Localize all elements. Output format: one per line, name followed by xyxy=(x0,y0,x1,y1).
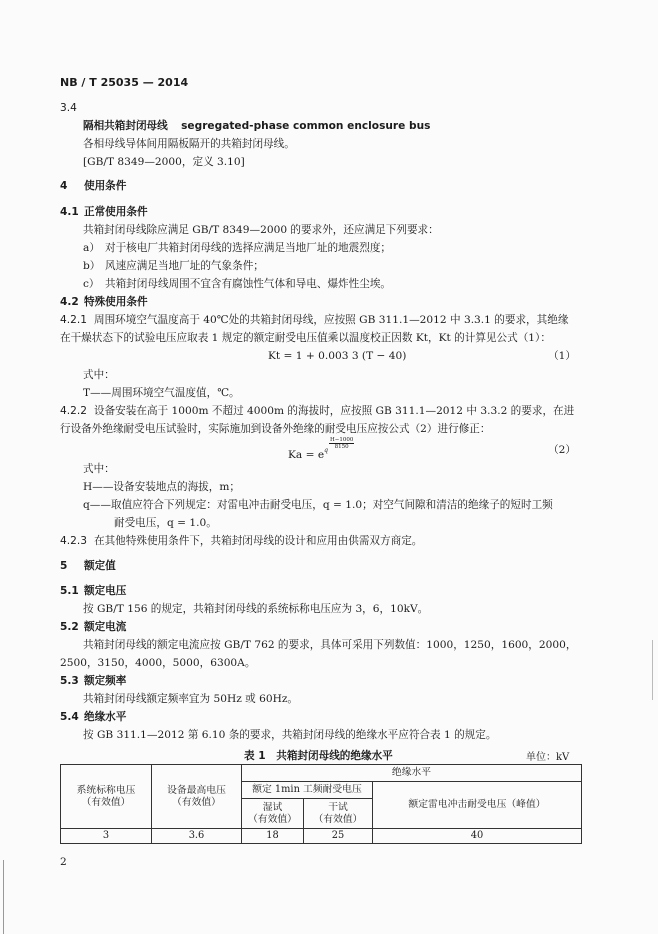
scan-edge-left xyxy=(3,860,4,934)
insulation-level-table xyxy=(60,764,582,844)
clause-5-2-line1: 共箱封闭母线的额定电流应按 GB/T 762 的要求，具体可采用下列数值：1000，1250，1600，2000， xyxy=(83,639,577,651)
clause-5-1-text: 按 GB/T 156 的规定，共箱封闭母线的系统标称电压应为 3，6，10kV。 xyxy=(83,603,429,615)
formula-1: Kt = 1 + 0.003 3 (T − 40) xyxy=(268,350,407,362)
list-item-b: b） 风速应满足当地厂址的气象条件； xyxy=(83,260,264,272)
clause-5-4-text: 按 GB 311.1—2012 第 6.10 条的要求，共箱封闭母线的绝缘水平应符合表 1 的规定。 xyxy=(83,729,497,741)
table-1-caption: 表 1 共箱封闭母线的绝缘水平 xyxy=(244,750,393,762)
list-item-a: a） 对于核电厂共箱封闭母线的选择应满足当地厂址的地震烈度； xyxy=(83,242,392,254)
section-5-heading: 5 额定值 xyxy=(60,560,116,572)
header-max-voltage: 设备最高电压 （有效值） xyxy=(152,765,242,829)
term-en: segregated-phase common enclosure bus xyxy=(181,120,431,132)
clause-3-4-reference: [GB/T 8349—2000，定义 3.10] xyxy=(83,156,245,168)
variable-h: H——设备安装地点的海拔，m； xyxy=(83,481,241,493)
variable-q-line2: 耐受电压，q = 1.0。 xyxy=(114,517,217,529)
formula-2-where: 式中： xyxy=(83,463,115,475)
clause-5-2-line2: 2500，3150，4000，5000，6300A。 xyxy=(60,657,256,669)
list-item-c: c） 共箱封闭母线周围不宜含有腐蚀性气体和导电、爆炸性尘埃。 xyxy=(83,278,392,290)
clause-4-2-2-line2: 行设备外绝缘耐受电压试验时，实际施加到设备外绝缘的耐受电压应按公式（2）进行修正： xyxy=(60,423,491,435)
exponent-fraction: $\frac{H-1000}{8150}$ xyxy=(329,437,354,450)
scan-edge-right xyxy=(652,640,653,700)
standard-header: NB / T 25035 — 2014 xyxy=(60,76,189,89)
term-cn: 隔相共箱封闭母线 xyxy=(83,120,168,132)
clause-4-1-heading: 4.1 正常使用条件 xyxy=(60,206,148,218)
table-1-unit: 单位：kV xyxy=(526,752,570,763)
formula-1-number: （1） xyxy=(548,350,576,362)
header-power-frequency: 额定 1min 工频耐受电压 xyxy=(242,782,373,799)
variable-q-line1: q——取值应符合下列规定：对雷电冲击耐受电压，q = 1.0；对空气间隙和清洁的绝缘子的短时工频 xyxy=(83,499,553,511)
header-system-voltage: 系统标称电压 （有效值） xyxy=(61,765,152,829)
header-wet-test: 湿试 （有效值） xyxy=(242,799,304,829)
clause-4-1-intro: 共箱封闭母线除应满足 GB/T 8349—2000 的要求外，还应满足下列要求： xyxy=(83,224,439,236)
clause-4-2-heading: 4.2 特殊使用条件 xyxy=(60,296,148,308)
header-lightning-impulse: 额定雷电冲击耐受电压（峰值） xyxy=(373,782,582,829)
clause-4-2-1-line1: 4.2.1 周围环境空气温度高于 40℃处的共箱封闭母线，应按照 GB 311.1—2012 中 3.3.1 的要求，其绝缘 xyxy=(60,314,569,326)
formula-1-where: 式中： xyxy=(83,369,115,381)
table-row: 3 3.6 18 25 40 xyxy=(61,829,582,844)
header-dry-test: 干试 （有效值） xyxy=(304,799,373,829)
clause-4-2-1-line2: 在干燥状态下的试验电压应取表 1 规定的额定耐受电压值乘以温度校正因数 Kt，Kt 的计算见公式（1）： xyxy=(60,332,551,344)
clause-4-2-3: 4.2.3 在其他特殊使用条件下，共箱封闭母线的设计和应用由供需双方商定。 xyxy=(60,535,423,547)
clause-5-1-heading: 5.1 额定电压 xyxy=(60,585,127,597)
clause-5-2-heading: 5.2 额定电流 xyxy=(60,621,127,633)
clause-4-2-2-line1: 4.2.2 设备安装在高于 1000m 不超过 4000m 的海拔时，应按照 GB 311.1—2012 中 3.3.2 的要求，在进 xyxy=(60,405,575,417)
variable-t: T——周围环境空气温度值，℃。 xyxy=(83,387,240,399)
section-4-heading: 4 使用条件 xyxy=(60,180,127,192)
header-insulation-level: 绝缘水平 xyxy=(242,765,582,782)
formula-2: $Ka = e^q$ $\frac{H-1000}{8150}$ xyxy=(288,437,354,461)
clause-5-3-heading: 5.3 额定频率 xyxy=(60,675,127,687)
clause-3-4-term xyxy=(83,120,430,133)
clause-5-4-heading: 5.4 绝缘水平 xyxy=(60,711,127,723)
page-number: 2 xyxy=(60,856,67,868)
clause-3-4-definition: 各相母线导体间用隔板隔开的共箱封闭母线。 xyxy=(83,138,295,150)
formula-2-number: （2） xyxy=(548,444,576,456)
clause-3-4-number: 3.4 xyxy=(60,102,77,114)
clause-5-3-text: 共箱封闭母线额定频率宜为 50Hz 或 60Hz。 xyxy=(83,693,299,705)
